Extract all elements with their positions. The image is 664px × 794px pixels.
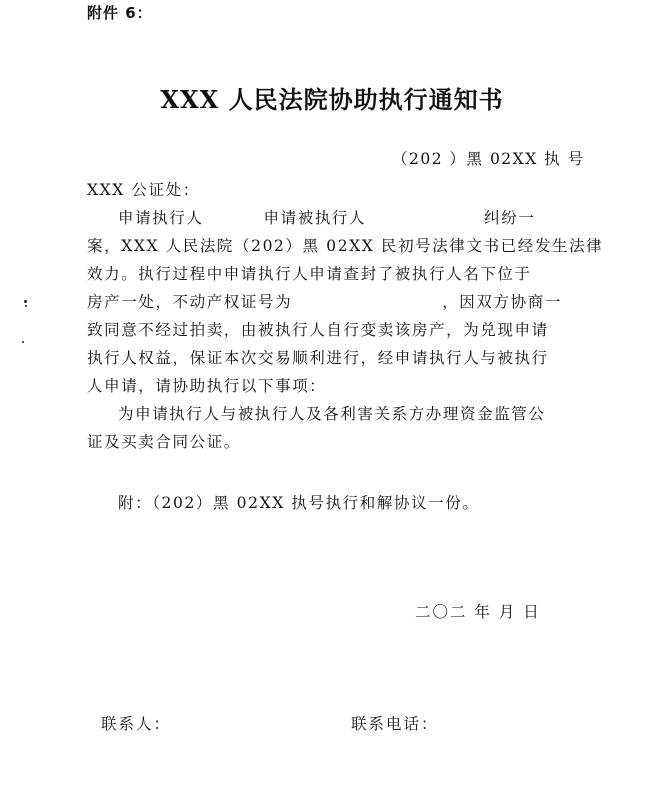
- addressee: XXX 公证处：: [87, 181, 200, 199]
- scan-mark: [25, 305, 27, 307]
- document-title: XXX 人民法院协助执行通知书: [160, 85, 504, 114]
- body-line: 人申请，请协助执行以下事项：: [87, 377, 327, 395]
- attachment-note: 附：（202）黑 02XX 执号执行和解协议一份。: [118, 494, 480, 512]
- date-line: 二〇二 年 月 日: [415, 603, 541, 621]
- body-line: 执行人权益，保证本次交易顺利进行，经申请执行人与被执行: [87, 349, 549, 367]
- applicant-label: 申请执行人: [118, 209, 204, 227]
- respondent-label: 申请被执行人: [263, 209, 367, 227]
- dispute-text: 纠纷一: [484, 209, 536, 227]
- body-line: 证及买卖合同公证。: [87, 433, 241, 451]
- document-number: （202 ）黑 02XX 执 号: [392, 150, 585, 168]
- scan-mark: [22, 341, 24, 343]
- attachment-label: 附件 6：: [87, 4, 153, 22]
- body-line: 案，XXX 人民法院（202）黑 02XX 民初号法律文书已经发生法律: [87, 237, 604, 255]
- contact-person-label: 联系人：: [101, 715, 172, 733]
- contact-phone-label: 联系电话：: [351, 715, 439, 733]
- body-line: 为申请执行人与被执行人及各利害关系方办理资金监管公: [118, 405, 546, 423]
- body-line: 效力。执行过程中申请执行人申请查封了被执行人名下位于: [87, 265, 532, 283]
- body-line: [118, 206, 535, 228]
- body-line: [87, 290, 562, 312]
- scan-mark: [24, 300, 27, 303]
- property-cert-label: 房产一处，不动产权证号为: [87, 293, 293, 311]
- body-text: ，因双方协商一: [442, 293, 562, 311]
- body-line: 致同意不经过拍卖，由被执行人自行变卖该房产，为兑现申请: [87, 321, 549, 339]
